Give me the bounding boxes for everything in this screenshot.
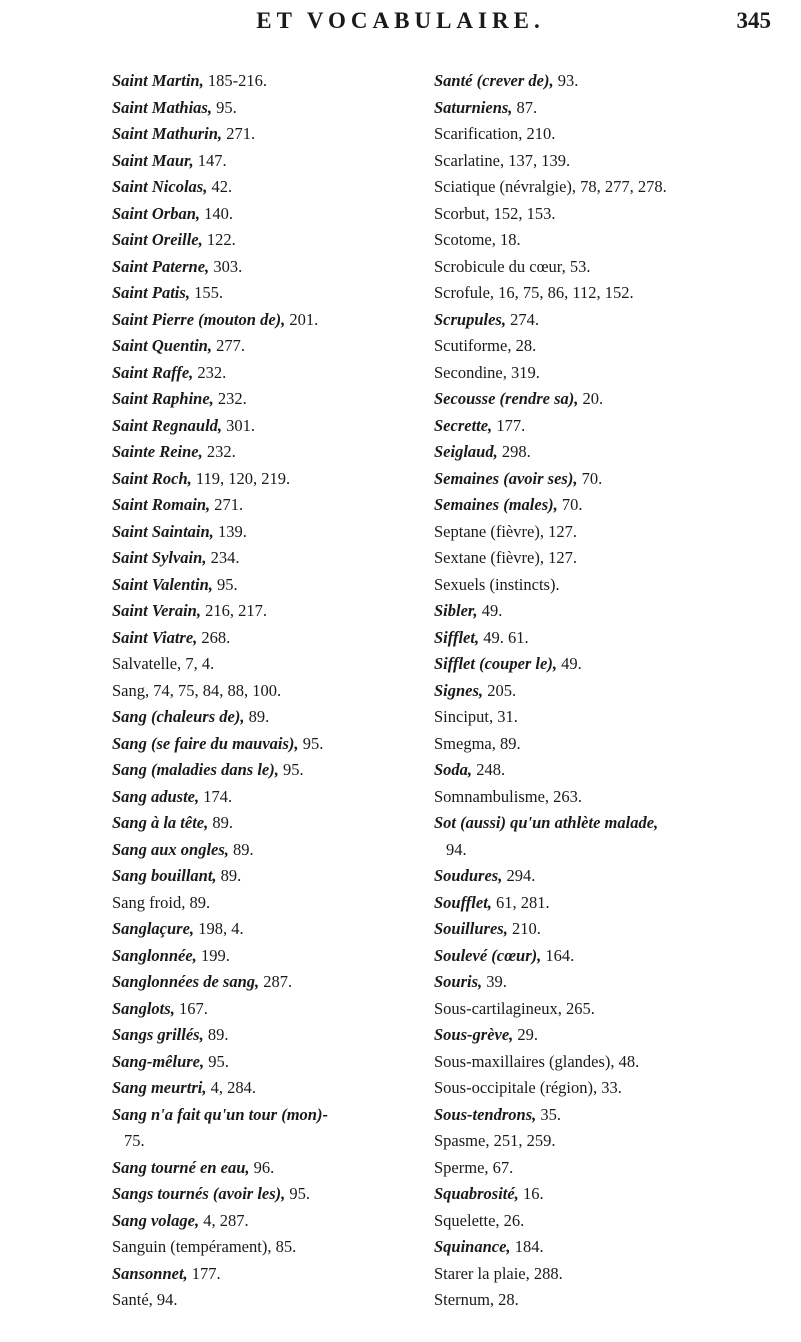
entry-term: Sciatique (névralgie), bbox=[434, 177, 577, 196]
index-entry bbox=[434, 519, 794, 546]
entry-page-refs: 152, 153. bbox=[489, 203, 556, 223]
index-entry bbox=[434, 890, 794, 917]
index-entry bbox=[112, 413, 412, 440]
entry-page-refs: 232. bbox=[202, 442, 236, 461]
entry-page-refs: 70. bbox=[557, 495, 583, 514]
entry-page-refs: 89. bbox=[185, 892, 211, 912]
entry-term: Sous-cartilagineux, bbox=[434, 998, 562, 1018]
entry-page-refs: 232. bbox=[213, 389, 247, 408]
index-entry bbox=[434, 1128, 794, 1155]
index-entry bbox=[112, 572, 412, 599]
index-entry bbox=[112, 280, 412, 307]
entry-term: Scrobicule du cœur, bbox=[434, 256, 566, 276]
index-entry bbox=[112, 492, 412, 519]
entry-page-refs: 39. bbox=[482, 972, 507, 991]
entry-page-refs: 199. bbox=[196, 945, 230, 965]
entry-term: Sangs grillés, bbox=[112, 1025, 204, 1044]
index-entry bbox=[112, 333, 412, 360]
entry-term: Saint Regnauld, bbox=[112, 415, 223, 435]
entry-page-refs: 198, 4. bbox=[194, 919, 244, 938]
index-entry bbox=[112, 757, 412, 784]
entry-term: Sibler, bbox=[434, 601, 478, 620]
entry-page-refs: 89. bbox=[228, 839, 254, 859]
index-entry bbox=[434, 121, 794, 148]
entry-term: Sang aduste, bbox=[112, 786, 200, 806]
entry-term: Somnambulisme, bbox=[434, 786, 550, 806]
entry-term: Sangs tournés (avoir les), bbox=[112, 1184, 286, 1203]
index-entry bbox=[434, 996, 794, 1023]
entry-page-refs: 287. bbox=[259, 972, 293, 991]
entry-page-refs: 319. bbox=[506, 362, 540, 382]
entry-page-refs: 205. bbox=[483, 680, 517, 700]
entry-page-refs: 265. bbox=[561, 998, 595, 1018]
index-entry bbox=[434, 1102, 794, 1129]
entry-page-refs: 18. bbox=[495, 230, 521, 249]
entry-page-refs: 78, 277, 278. bbox=[576, 177, 667, 196]
entry-page-refs: 49. 61. bbox=[479, 627, 529, 647]
entry-term: Saint Raffe, bbox=[112, 362, 194, 382]
entry-term: Sanglots, bbox=[112, 998, 175, 1018]
entry-term: Saturniens, bbox=[434, 97, 513, 117]
index-entry bbox=[434, 731, 794, 758]
entry-term: Secousse (rendre sa), bbox=[434, 389, 579, 408]
index-entry bbox=[434, 1208, 794, 1235]
entry-page-refs: 268. bbox=[197, 627, 231, 647]
entry-page-refs: 210. bbox=[522, 124, 556, 143]
entry-page-refs: 33. bbox=[597, 1078, 622, 1097]
index-entry bbox=[112, 625, 412, 652]
entry-term: Sperme, bbox=[434, 1157, 489, 1177]
index-column-left bbox=[112, 68, 412, 1314]
entry-term: Soda, bbox=[434, 760, 473, 779]
index-entry bbox=[434, 280, 794, 307]
entry-page-refs: 95. bbox=[298, 733, 324, 753]
index-entry bbox=[112, 1261, 412, 1288]
index-entry bbox=[112, 95, 412, 122]
entry-page-refs: 201. bbox=[285, 309, 319, 329]
entry-page-refs: 89. bbox=[244, 707, 270, 726]
entry-term: Secrette, bbox=[434, 415, 493, 435]
entry-page-refs: 61, 281. bbox=[491, 892, 550, 912]
entry-page-refs: 127. bbox=[543, 548, 577, 567]
entry-term: Saint Viatre, bbox=[112, 627, 198, 647]
entry-term: Sainte Reine, bbox=[112, 442, 203, 461]
entry-page-refs: 89. bbox=[203, 1025, 229, 1044]
entry-page-refs: 85. bbox=[271, 1237, 297, 1256]
index-entry bbox=[434, 1181, 794, 1208]
entry-term: Saint Roch, bbox=[112, 468, 192, 488]
index-entry bbox=[434, 1155, 794, 1182]
entry-term: Souris, bbox=[434, 972, 483, 991]
index-entry bbox=[112, 996, 412, 1023]
entry-term: Sang aux ongles, bbox=[112, 839, 229, 859]
entry-page-refs: 31. bbox=[493, 707, 518, 726]
entry-page-refs: 96. bbox=[249, 1157, 275, 1177]
index-entry bbox=[434, 678, 794, 705]
entry-page-refs: 210. bbox=[507, 919, 541, 938]
index-entry bbox=[112, 1287, 412, 1314]
entry-page-refs: 75. bbox=[124, 1131, 145, 1150]
entry-page-refs: 177. bbox=[492, 415, 526, 435]
index-entry bbox=[112, 863, 412, 890]
entry-term: Saint Maur, bbox=[112, 150, 194, 170]
index-entry bbox=[434, 1049, 794, 1076]
entry-page-refs: 147. bbox=[193, 150, 227, 170]
entry-term: Signes, bbox=[434, 680, 484, 700]
entry-term: Sang n'a fait qu'un tour (mon)- bbox=[112, 1104, 328, 1124]
running-title: ET VOCABULAIRE. bbox=[256, 8, 545, 33]
index-entry bbox=[434, 439, 794, 466]
entry-page-refs: 29. bbox=[513, 1025, 539, 1044]
entry-term: Santé (crever de), bbox=[434, 71, 554, 90]
index-entry bbox=[112, 704, 412, 731]
entry-page-refs: 93. bbox=[553, 71, 579, 90]
index-entry bbox=[112, 227, 412, 254]
index-entry bbox=[434, 863, 794, 890]
index-column-right bbox=[434, 68, 794, 1314]
index-entry bbox=[434, 333, 794, 360]
entry-page-refs: 16. bbox=[518, 1184, 544, 1203]
index-entry bbox=[112, 519, 412, 546]
entry-page-refs: 94. bbox=[446, 839, 467, 859]
entry-term: Sinciput, bbox=[434, 707, 494, 726]
entry-term: Sang, bbox=[112, 680, 150, 700]
entry-term: Sternum, bbox=[434, 1290, 495, 1309]
entry-page-refs: 298. bbox=[497, 442, 531, 461]
entry-term: Secondine, bbox=[434, 362, 507, 382]
entry-page-refs: 216, 217. bbox=[200, 601, 267, 620]
entry-term: Sang à la tête, bbox=[112, 813, 209, 832]
index-entry bbox=[112, 68, 412, 95]
index-entry bbox=[434, 598, 794, 625]
entry-page-refs: 251, 259. bbox=[489, 1131, 556, 1150]
entry-page-refs: 49. bbox=[477, 601, 503, 620]
entry-page-refs: 140. bbox=[200, 203, 234, 223]
index-entry bbox=[434, 307, 794, 334]
entry-page-refs: 174. bbox=[199, 786, 233, 806]
entry-term: Sanglaçure, bbox=[112, 919, 195, 938]
index-entry bbox=[434, 1287, 794, 1314]
entry-page-refs: la plaie, 288. bbox=[473, 1263, 563, 1283]
entry-term: Septane (fièvre), bbox=[434, 521, 544, 541]
index-entry bbox=[112, 360, 412, 387]
entry-term: Saint Patis, bbox=[112, 283, 190, 302]
entry-term: Saint Valentin, bbox=[112, 574, 213, 594]
entry-term: Sextane (fièvre), bbox=[434, 548, 544, 567]
entry-page-refs: 139. bbox=[213, 521, 247, 541]
entry-page-refs: 4, 284. bbox=[206, 1078, 256, 1097]
index-entry bbox=[434, 837, 794, 864]
index-entry bbox=[112, 1049, 412, 1076]
index-entry bbox=[434, 810, 794, 837]
entry-term: Scarification, bbox=[434, 124, 523, 143]
entry-term: Seiglaud, bbox=[434, 442, 498, 461]
entry-page-refs: 26. bbox=[499, 1210, 525, 1230]
entry-page-refs: 303. bbox=[209, 256, 243, 276]
entry-page-refs: 119, 120, 219. bbox=[191, 468, 291, 488]
index-entry bbox=[434, 1022, 794, 1049]
index-entry bbox=[434, 174, 794, 201]
entry-page-refs: 184. bbox=[510, 1237, 544, 1256]
entry-term: Sang tourné en eau, bbox=[112, 1157, 250, 1177]
entry-term: Sang-mêlure, bbox=[112, 1051, 205, 1071]
index-entry bbox=[112, 466, 412, 493]
entry-page-refs: 155. bbox=[189, 283, 223, 302]
index-entry bbox=[112, 201, 412, 228]
entry-page-refs: 4, 287. bbox=[199, 1210, 249, 1230]
index-entry bbox=[434, 254, 794, 281]
entry-page-refs: 95. bbox=[278, 760, 304, 779]
entry-term: Saint Quentin, bbox=[112, 336, 212, 355]
entry-page-refs: 95. bbox=[211, 97, 237, 117]
index-entry bbox=[112, 307, 412, 334]
index-entry bbox=[112, 148, 412, 175]
index-entry bbox=[112, 890, 412, 917]
index-entry bbox=[434, 545, 794, 572]
index-entry bbox=[112, 731, 412, 758]
entry-page-refs: 28. bbox=[511, 336, 537, 355]
entry-term: Santé, bbox=[112, 1290, 153, 1309]
entry-page-refs: 89. bbox=[208, 813, 234, 832]
entry-term: Scrupules, bbox=[434, 309, 506, 329]
page-header bbox=[0, 8, 801, 38]
entry-page-refs: 301. bbox=[222, 415, 256, 435]
entry-page-refs: 16, 75, 86, 112, 152. bbox=[494, 283, 634, 302]
entry-term: Saint Oreille, bbox=[112, 230, 203, 249]
entry-term: Sous-occipitale (région), bbox=[434, 1078, 598, 1097]
entry-term: Saint Mathias, bbox=[112, 97, 212, 117]
entry-page-refs: 42. bbox=[207, 177, 233, 196]
index-entry bbox=[434, 386, 794, 413]
entry-term: Saint Orban, bbox=[112, 203, 201, 223]
entry-page-refs: 94. bbox=[152, 1290, 178, 1309]
index-entry bbox=[112, 1075, 412, 1102]
entry-page-refs: 67. bbox=[488, 1157, 514, 1177]
entry-term: Saint Mathurin, bbox=[112, 124, 223, 143]
entry-page-refs: 177. bbox=[187, 1263, 221, 1283]
entry-term: Soufflet, bbox=[434, 892, 492, 912]
entry-term: Sous-tendrons, bbox=[434, 1104, 537, 1124]
entry-page-refs: 274. bbox=[505, 309, 539, 329]
entry-term: Scutiforme, bbox=[434, 336, 512, 355]
index-entry bbox=[434, 572, 794, 599]
index-entry bbox=[112, 969, 412, 996]
index-entry bbox=[112, 810, 412, 837]
entry-page-refs: 28. bbox=[494, 1290, 519, 1309]
entry-term: Saint Martin, bbox=[112, 71, 204, 90]
entry-term: Sang froid, bbox=[112, 892, 186, 912]
index-entry bbox=[434, 413, 794, 440]
entry-term: Sanguin (tempérament), bbox=[112, 1237, 272, 1256]
entry-term: Scarlatine, bbox=[434, 150, 505, 170]
entry-term: Souillures, bbox=[434, 919, 508, 938]
index-entry bbox=[112, 1155, 412, 1182]
index-entry bbox=[112, 916, 412, 943]
entry-term: Sous-grève, bbox=[434, 1025, 514, 1044]
index-entry bbox=[112, 254, 412, 281]
index-entry bbox=[112, 1181, 412, 1208]
entry-term: Sot (aussi) qu'un athlète malade, bbox=[434, 813, 659, 832]
entry-page-refs: 95. bbox=[204, 1051, 229, 1071]
entry-page-refs: 164. bbox=[541, 945, 575, 965]
page-number: 345 bbox=[736, 8, 771, 33]
index-entry bbox=[434, 625, 794, 652]
entry-page-refs: 248. bbox=[472, 760, 506, 779]
entry-page-refs: 271. bbox=[222, 124, 256, 143]
index-entry bbox=[112, 837, 412, 864]
entry-term: Sang (se faire du mauvais), bbox=[112, 733, 299, 753]
index-entry bbox=[112, 121, 412, 148]
entry-term: Saint Verain, bbox=[112, 601, 201, 620]
index-entry bbox=[434, 757, 794, 784]
index-entry bbox=[434, 95, 794, 122]
entry-page-refs: 271. bbox=[210, 495, 244, 514]
entry-page-refs: 20. bbox=[578, 389, 604, 408]
entry-term: Sanglonnées de sang, bbox=[112, 972, 260, 991]
entry-page-refs: 263. bbox=[549, 786, 583, 806]
entry-page-refs: 294. bbox=[502, 866, 536, 885]
entry-page-refs: 89. bbox=[495, 733, 521, 753]
index-entry bbox=[112, 598, 412, 625]
entry-term: Scotome, bbox=[434, 230, 496, 249]
entry-term: Squelette, bbox=[434, 1210, 500, 1230]
entry-page-refs: 87. bbox=[512, 97, 538, 117]
entry-term: Squinance, bbox=[434, 1237, 511, 1256]
index-entry bbox=[434, 201, 794, 228]
entry-term: Sang (chaleurs de), bbox=[112, 707, 245, 726]
entry-term: Saint Sylvain, bbox=[112, 548, 207, 567]
entry-term: Salvatelle, bbox=[112, 654, 182, 673]
entry-term: Scrofule, bbox=[434, 283, 495, 302]
entry-term: Starer bbox=[434, 1263, 474, 1283]
entry-term: Soudures, bbox=[434, 866, 503, 885]
entry-page-refs: 95. bbox=[212, 574, 238, 594]
entry-page-refs: 277. bbox=[211, 336, 245, 355]
index-entry bbox=[112, 784, 412, 811]
index-entry bbox=[434, 148, 794, 175]
index-entry bbox=[112, 174, 412, 201]
entry-page-refs: 137, 139. bbox=[504, 150, 571, 170]
entry-term: Semaines (males), bbox=[434, 495, 558, 514]
entry-term: Saint Saintain, bbox=[112, 521, 214, 541]
entry-term: Saint Nicolas, bbox=[112, 177, 208, 196]
entry-term: Sous-maxillaires (glandes), bbox=[434, 1051, 615, 1071]
index-entry bbox=[434, 704, 794, 731]
entry-page-refs: 48. bbox=[614, 1051, 640, 1071]
entry-term: Sansonnet, bbox=[112, 1263, 188, 1283]
index-entry bbox=[112, 386, 412, 413]
entry-page-refs: 49. bbox=[556, 654, 582, 673]
index-entry bbox=[112, 439, 412, 466]
index-entry bbox=[434, 1075, 794, 1102]
index-entry bbox=[112, 1022, 412, 1049]
index-entry bbox=[434, 360, 794, 387]
index-entry bbox=[434, 1261, 794, 1288]
entry-term: Sang (maladies dans le), bbox=[112, 760, 279, 779]
entry-term: Spasme, bbox=[434, 1131, 490, 1150]
index-entry bbox=[434, 227, 794, 254]
index-entry bbox=[112, 545, 412, 572]
entry-page-refs: 70. bbox=[577, 468, 603, 488]
index-entry bbox=[112, 1234, 412, 1261]
entry-term: Saint Raphine, bbox=[112, 389, 214, 408]
entry-term: Sang volage, bbox=[112, 1210, 200, 1230]
entry-term: Sang bouillant, bbox=[112, 866, 217, 885]
index-entry bbox=[434, 492, 794, 519]
index-entry bbox=[434, 969, 794, 996]
index-entry bbox=[434, 943, 794, 970]
index-entry bbox=[112, 943, 412, 970]
entry-page-refs: 127. bbox=[543, 521, 577, 541]
index-entry bbox=[434, 68, 794, 95]
entry-page-refs: 122. bbox=[202, 230, 236, 249]
entry-term: Squabrosité, bbox=[434, 1184, 519, 1203]
index-entry bbox=[434, 1234, 794, 1261]
entry-page-refs: 167. bbox=[174, 998, 208, 1018]
entry-term: Sifflet, bbox=[434, 627, 480, 647]
index-entry bbox=[112, 678, 412, 705]
index-entry bbox=[434, 651, 794, 678]
entry-page-refs: 234. bbox=[206, 548, 240, 567]
entry-page-refs: 185-216. bbox=[203, 71, 267, 90]
entry-page-refs: 74, 75, 84, 88, 100. bbox=[149, 680, 282, 700]
entry-term: Saint Romain, bbox=[112, 495, 211, 514]
entry-term: Soulevé (cœur), bbox=[434, 945, 542, 965]
entry-term: Smegma, bbox=[434, 733, 496, 753]
index-entry bbox=[112, 1128, 412, 1155]
index-entry bbox=[434, 916, 794, 943]
entry-page-refs: 232. bbox=[193, 362, 227, 382]
entry-page-refs: 35. bbox=[536, 1104, 561, 1124]
entry-page-refs: 53. bbox=[565, 256, 591, 276]
index-entry bbox=[112, 651, 412, 678]
entry-term: Saint Paterne, bbox=[112, 256, 210, 276]
entry-term: Sang meurtri, bbox=[112, 1078, 207, 1097]
entry-term: Semaines (avoir ses), bbox=[434, 468, 578, 488]
index-entry bbox=[112, 1208, 412, 1235]
index-entry bbox=[112, 1102, 412, 1129]
entry-term: Sanglonnée, bbox=[112, 945, 197, 965]
entry-term: Scorbut, bbox=[434, 203, 490, 223]
entry-term: Saint Pierre (mouton de), bbox=[112, 309, 286, 329]
index-entry bbox=[434, 466, 794, 493]
entry-page-refs: 95. bbox=[285, 1184, 311, 1203]
entry-page-refs: 7, 4. bbox=[181, 654, 215, 673]
index-entry bbox=[434, 784, 794, 811]
entry-term: Sifflet (couper le), bbox=[434, 654, 557, 673]
entry-page-refs: 89. bbox=[216, 866, 242, 885]
entry-term: Sexuels (instincts). bbox=[434, 574, 560, 594]
